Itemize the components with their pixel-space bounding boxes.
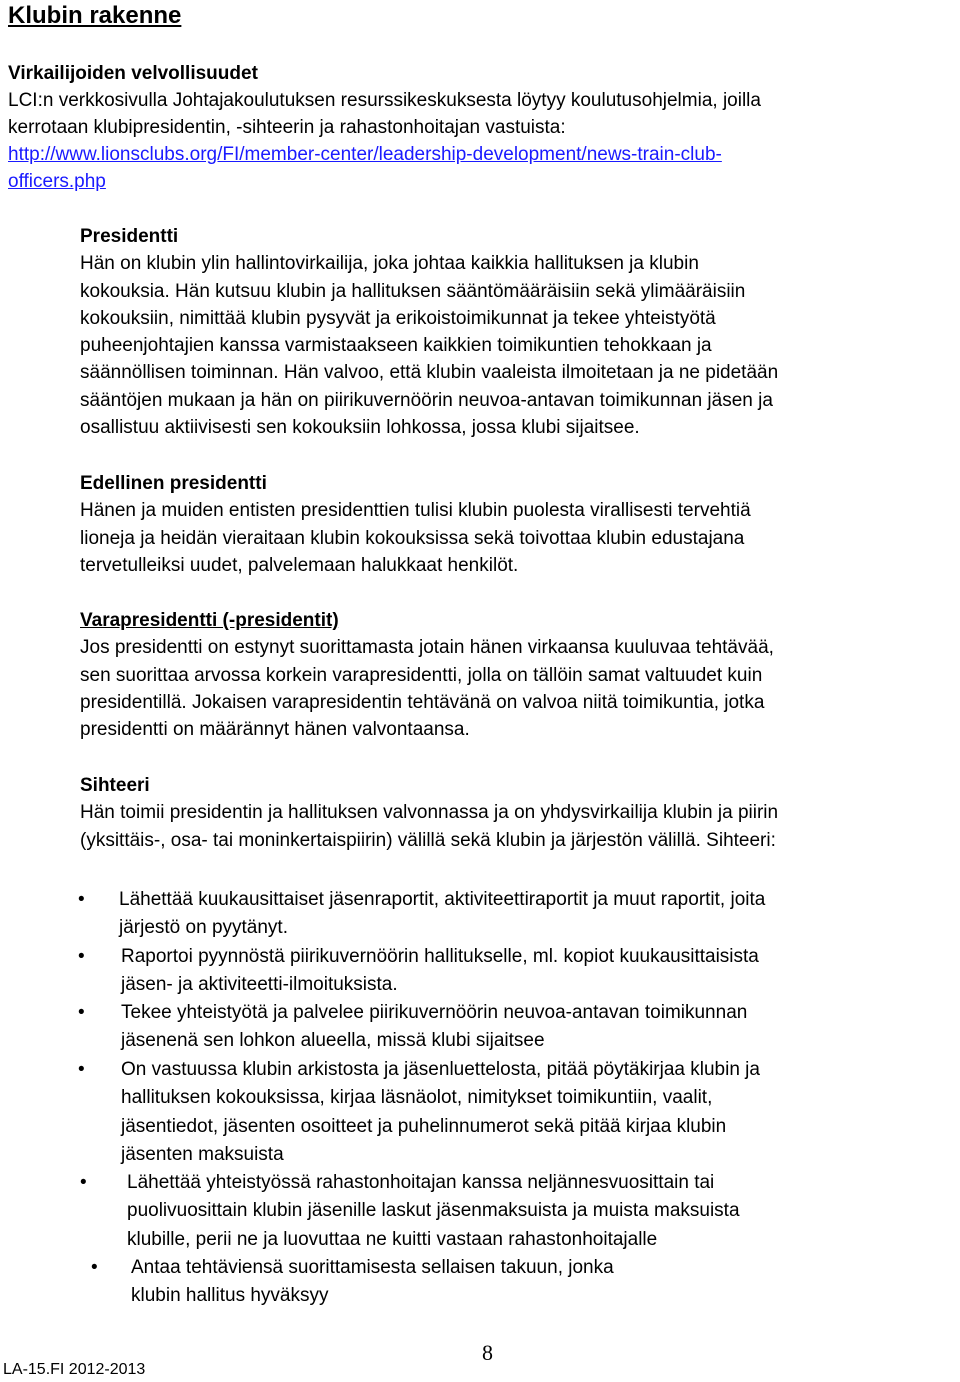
section-line: presidentti on määrännyt hänen valvontaansa. — [80, 719, 470, 741]
list-item-line: puolivuosittain klubin jäsenille laskut jäsenmaksuista ja muista maksuista — [127, 1200, 740, 1222]
section-line: säännöllisen toiminnan. Hän valvoo, että klubin vaaleista ilmoitetaan ja ne pidetään — [80, 362, 779, 384]
section-line: presidentillä. Jokaisen varapresidentin tehtävänä on valvoa niitä toimikuntia, jotka — [80, 691, 765, 713]
section-heading: Sihteeri — [80, 775, 150, 796]
bullet-symbol: • — [78, 946, 85, 967]
list-item — [121, 1056, 760, 1170]
resource-link[interactable]: http://www.lionsclubs.org/FI/member-center/leadership-development/news-train-club- — [8, 144, 722, 165]
list-item-line: jäsentiedot, jäsenten osoitteet ja puhelinnumerot sekä pitää kirjaa klubin — [121, 1115, 727, 1137]
section-vice-president — [80, 607, 960, 743]
list-item-line: klubille, perii ne ja luovuttaa ne kuitti vastaan rahastonhoitajalle — [127, 1228, 658, 1250]
resource-link-continued[interactable]: officers.php — [8, 171, 106, 192]
section-line: tervetulleiksi uudet, palvelemaan halukkaat henkilöt. — [80, 554, 519, 576]
section-line: Hän on klubin ylin hallintovirkailija, joka johtaa kaikkia hallituksen ja klubin — [80, 253, 699, 275]
list-item-line: Lähettää yhteistyössä rahastonhoitajan kanssa neljännesvuosittain tai — [127, 1172, 715, 1193]
page-title: Klubin rakenne — [8, 2, 182, 29]
section-heading: Presidentti — [80, 226, 179, 247]
list-item — [127, 1169, 740, 1254]
list-item-line: klubin hallitus hyväksyy — [131, 1285, 329, 1307]
list-item-line: järjestö on pyytänyt. — [119, 917, 288, 939]
section-line: puheenjohtajien kanssa varmistaakseen kaikkien toimikuntien tehokkaan ja — [80, 335, 712, 357]
bullet-symbol: • — [78, 889, 85, 910]
list-item — [119, 886, 765, 943]
list-item-line: Raportoi pyynnöstä piirikuvernöörin hallitukselle, ml. kopiot kuukausittaisista — [121, 946, 759, 967]
intro-line: LCI:n verkkosivulla Johtajakoulutuksen resurssikeskuksesta löytyy koulutusohjelmia, joilla — [8, 90, 761, 111]
bullet-symbol: • — [91, 1257, 98, 1278]
bullet-symbol: • — [78, 1059, 85, 1080]
list-item-line: Antaa tehtäviensä suorittamisesta sellaisen takuun, jonka — [131, 1257, 614, 1278]
list-item — [121, 999, 747, 1056]
bullet-symbol: • — [78, 1002, 85, 1023]
section-line: (yksittäis-, osa- tai moninkertaispiirin) välillä sekä klubin ja järjestön välillä. Sihteeri: — [80, 829, 776, 851]
section-line: kokouksiin, nimittää klubin pysyvät ja erikoistoimikunnat ja tekee yhteistyötä — [80, 307, 716, 329]
section-president — [80, 223, 960, 441]
intro-heading: Virkailijoiden velvollisuudet — [8, 63, 258, 84]
list-item — [121, 943, 759, 1000]
section-line: sääntöjen mukaan ja hän on piirikuvernöörin neuvoa-antavan toimikunnan jäsen ja — [80, 389, 773, 411]
section-heading: Edellinen presidentti — [80, 473, 267, 494]
section-secretary — [80, 772, 960, 854]
section-heading: Varapresidentti (-presidentit) — [80, 610, 339, 631]
page-number: 8 — [482, 1340, 493, 1365]
list-item-line: Lähettää kuukausittaiset jäsenraportit, aktiviteettiraportit ja muut raportit, joita — [119, 889, 766, 910]
list-item-line: jäsenten maksuista — [121, 1144, 284, 1166]
section-line: Hän toimii presidentin ja hallituksen valvonnassa ja on yhdysvirkailija klubin ja piirin — [80, 802, 779, 824]
list-item-line: hallituksen kokouksissa, kirjaa läsnäolot, nimitykset toimikuntiin, vaalit, — [121, 1087, 713, 1109]
section-past-president — [80, 470, 960, 579]
section-line: kokouksia. Hän kutsuu klubin ja hallituksen sääntömääräisiin sekä ylimääräisiin — [80, 280, 746, 302]
intro-block — [8, 60, 958, 195]
list-item-line: jäsen- ja aktiviteetti-ilmoituksista. — [121, 974, 398, 996]
intro-line: kerrotaan klubipresidentin, -sihteerin ja rahastonhoitajan vastuista: — [8, 117, 566, 138]
list-item-line: On vastuussa klubin arkistosta ja jäsenluettelosta, pitää pöytäkirjaa klubin ja — [121, 1059, 760, 1080]
list-item-line: jäsenenä sen lohkon alueella, missä klubi sijaitsee — [121, 1030, 545, 1052]
section-line: sen suorittaa arvossa korkein varapresidentti, jolla on tällöin samat valtuudet kuin — [80, 664, 763, 686]
section-line: osallistuu aktiivisesti sen kokouksiin lohkossa, jossa klubi sijaitsee. — [80, 417, 640, 439]
document-code: LA-15.FI 2012-2013 — [3, 1361, 146, 1378]
section-line: lioneja ja heidän vieraitaan klubin kokouksissa sekä toivottaa klubin edustajana — [80, 527, 745, 549]
section-line: Hänen ja muiden entisten presidenttien tulisi klubin puolesta virallisesti tervehtiä — [80, 500, 751, 522]
list-item — [131, 1254, 614, 1311]
bullet-symbol: • — [80, 1172, 87, 1193]
list-item-line: Tekee yhteistyötä ja palvelee piirikuvernöörin neuvoa-antavan toimikunnan — [121, 1002, 748, 1023]
section-line: Jos presidentti on estynyt suorittamasta jotain hänen virkaansa kuuluvaa tehtävää, — [80, 637, 774, 659]
